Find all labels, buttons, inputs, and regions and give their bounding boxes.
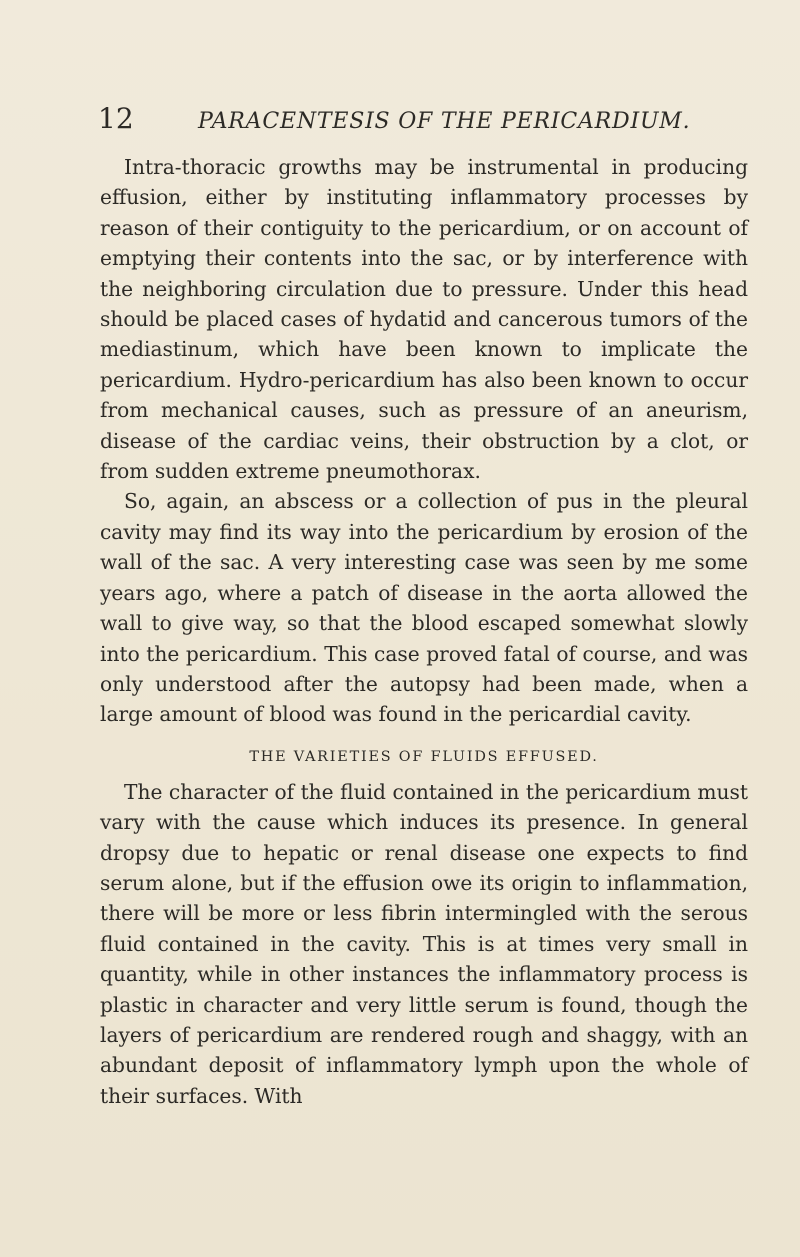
page-header bbox=[98, 102, 758, 145]
paragraph-abscess-and-blood: So, again, an abscess or a collection of pus in the pleural cavity may find its way into the pericardium by erosion of the wall of the sac. A very interesting case was seen by me some years ago, where a patch of disease in the aorta allowed the wall to give way, so that the blood escaped somewhat slowly into the pericardium. This case proved fatal of course, and was only understood after the autopsy had been made, when a large amount of blood was found in the pericardial cavity. bbox=[100, 489, 748, 727]
section-heading: THE VARIETIES OF FLUIDS EFFUSED. bbox=[249, 748, 599, 765]
page-body bbox=[100, 152, 748, 1111]
page-number: 12 bbox=[98, 102, 134, 135]
running-title: PARACENTESIS OF THE PERICARDIUM. bbox=[198, 109, 691, 134]
paragraph-intra-thoracic-growths: Intra-thoracic growths may be instrumental in producing effusion, either by instituting inflammatory processes by reason of their contiguity to the pericardium, or on account of emptying their contents into the sac, or by interference with the neighboring circulation due to pressure. Under this head should be placed cases of hydatid and cancerous tumors of the mediastinum, which have been known to implicate the pericardium. Hydro-pericardium has also been known to occur from mechanical causes, such as pressure of an aneurism, disease of the cardiac veins, their obstruction by a clot, or from sudden extreme pneumothorax. bbox=[100, 155, 748, 484]
paragraph-fluid-character: The character of the fluid contained in the pericardium must vary with the cause which induces its presence. In general dropsy due to hepatic or renal disease one expects to find serum alone, but if the effusion owe its origin to inflammation, there will be more or less fibrin intermingled with the serous fluid contained in the cavity. This is at times very small in quantity, while in other instances the inflammatory process is plastic in character and very little serum is found, though the layers of pericardium are rendered rough and shaggy, with an abundant deposit of inflammatory lymph upon the whole of their surfaces. With bbox=[100, 779, 748, 1108]
